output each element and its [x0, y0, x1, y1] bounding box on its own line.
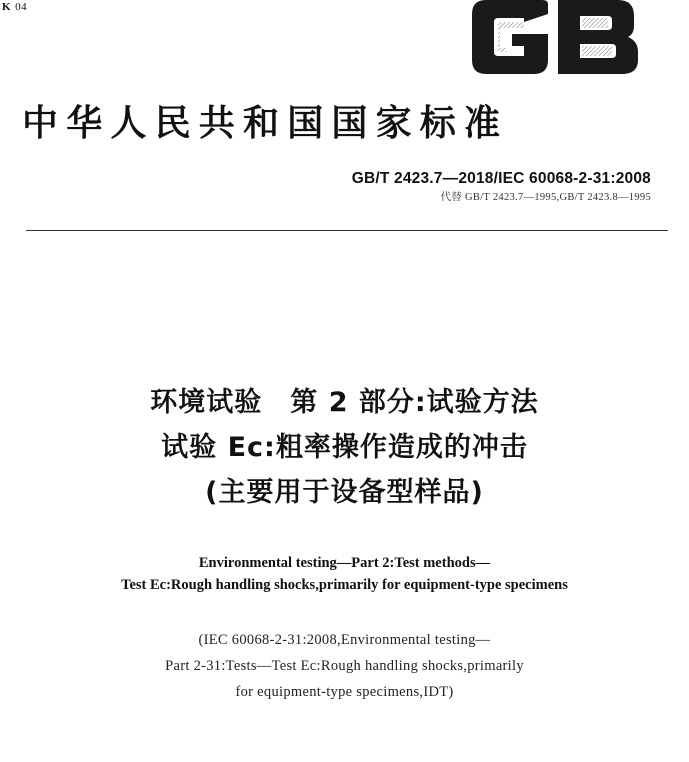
header-divider	[26, 230, 668, 231]
english-title-line-2: Test Ec:Rough handling shocks,primarily for equipment-type specimens	[121, 577, 568, 593]
ics-letter: K	[2, 1, 12, 13]
idt-note-line-2: Part 2-31:Tests—Test Ec:Rough handling shocks,primarily	[165, 658, 524, 674]
chinese-title-line-1: 环境试验 第 2 部分:试验方法	[150, 387, 539, 418]
standard-title: 中华人民共和国国家标准	[22, 102, 509, 144]
idt-note	[0, 627, 689, 705]
english-title	[0, 552, 689, 596]
english-title-line-1: Environmental testing—Part 2:Test methods—	[198, 555, 491, 571]
standard-code: GB/T 2423.7—2018/IEC 60068-2-31:2008	[351, 170, 651, 187]
idt-note-line-3: for equipment-type specimens,IDT)	[235, 684, 454, 700]
ics-number: 04	[15, 1, 28, 13]
standard-code-block	[352, 170, 651, 204]
chinese-title	[0, 380, 689, 515]
replaces-note: 代替 GB/T 2423.7—1995,GB/T 2423.8—1995	[440, 192, 651, 203]
chinese-title-line-3: (主要用于设备型样品)	[205, 477, 484, 508]
gb-logo	[472, 0, 640, 76]
ics-code	[2, 1, 27, 13]
idt-note-line-1: (IEC 60068-2-31:2008,Environmental testing—	[198, 632, 491, 648]
chinese-title-line-2: 试验 Ec:粗率操作造成的冲击	[161, 432, 528, 463]
logo-text: GB	[472, 0, 474, 1]
